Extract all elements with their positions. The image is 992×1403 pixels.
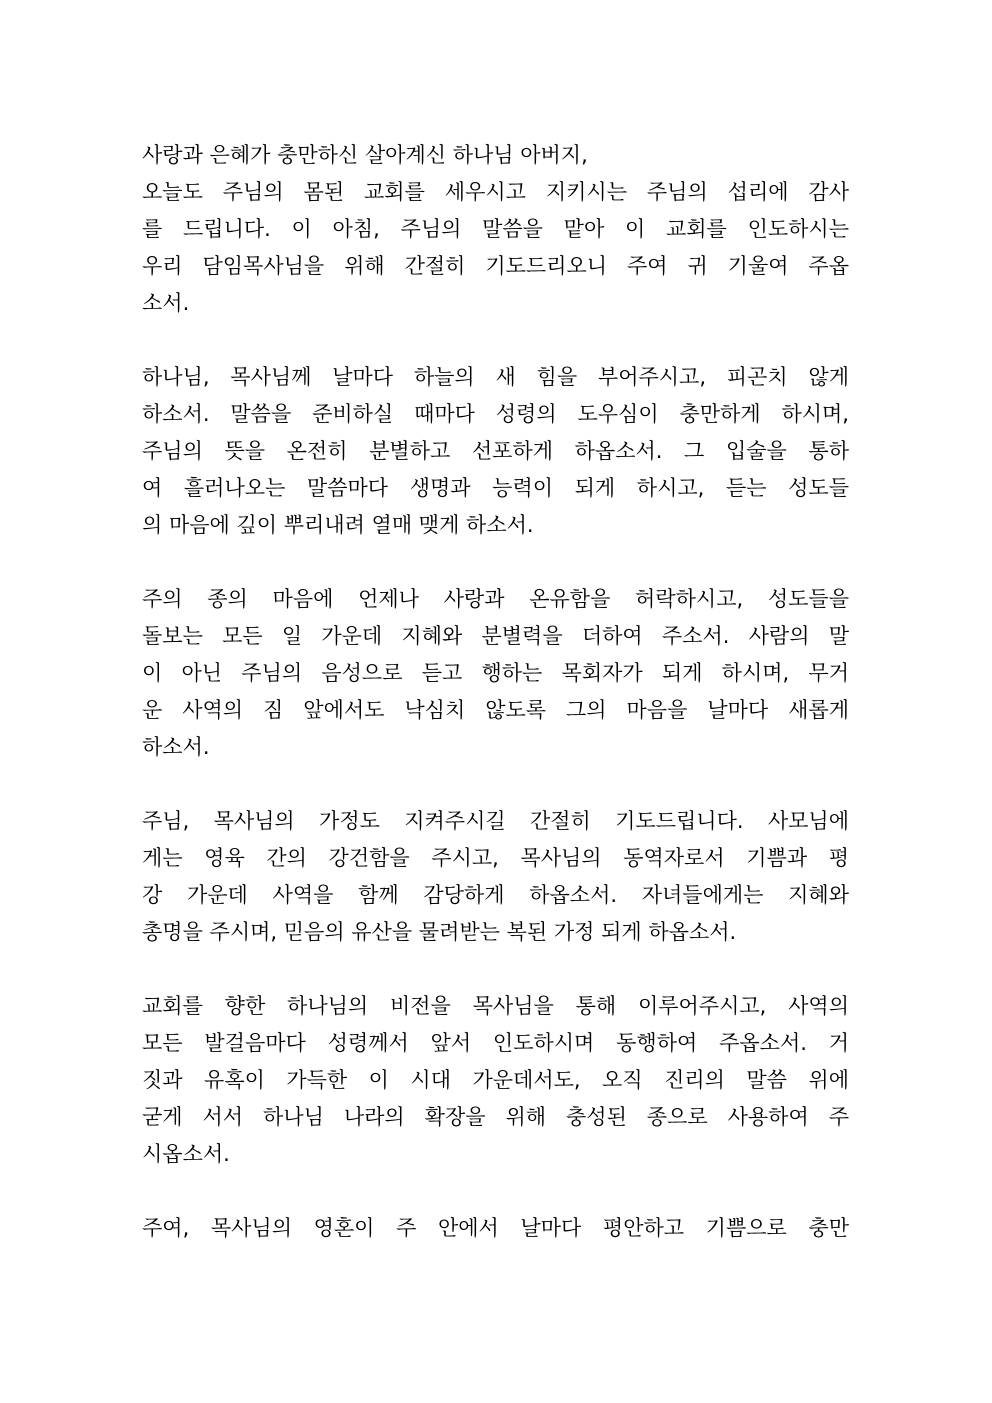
paragraph-gap — [142, 1173, 849, 1210]
paragraph-line: 돌보는 모든 일 가운데 지혜와 분별력을 더하여 주소서. 사람의 말 — [142, 624, 849, 648]
paragraph-line: 하소서. 말씀을 준비하실 때마다 성령의 도우심이 충만하게 하시며, — [142, 402, 849, 426]
paragraph-3 — [142, 581, 849, 766]
paragraph-line: 모든 발걸음마다 성령께서 앞서 인도하시며 동행하여 주옵소서. 거 — [142, 1031, 849, 1055]
paragraph-line: 주여, 목사님의 영혼이 주 안에서 날마다 평안하고 기쁨으로 충만 — [142, 1216, 849, 1240]
paragraph-4 — [142, 803, 849, 951]
paragraph-line: 주님의 뜻을 온전히 분별하고 선포하게 하옵소서. 그 입술을 통하 — [142, 439, 849, 463]
paragraph-line: 시옵소서. — [142, 1142, 230, 1166]
prayer-text — [142, 137, 849, 1247]
paragraph-line: 게는 영육 간의 강건함을 주시고, 목사님의 동역자로서 기쁨과 평 — [142, 846, 849, 870]
paragraph-gap — [142, 544, 849, 581]
paragraph-line: 우리 담임목사님을 위해 간절히 기도드리오니 주여 귀 기울여 주옵 — [142, 254, 849, 278]
paragraph-1 — [142, 137, 849, 322]
paragraph-line: 의 마음에 깊이 뿌리내려 열매 맺게 하소서. — [142, 513, 534, 537]
paragraph-line: 오늘도 주님의 몸된 교회를 세우시고 지키시는 주님의 섭리에 감사 — [142, 180, 849, 204]
paragraph-line: 를 드립니다. 이 아침, 주님의 말씀을 맡아 이 교회를 인도하시는 — [142, 217, 849, 241]
paragraph-line: 굳게 서서 하나님 나라의 확장을 위해 충성된 종으로 사용하여 주 — [142, 1105, 849, 1129]
paragraph-line: 짓과 유혹이 가득한 이 시대 가운데서도, 오직 진리의 말씀 위에 — [142, 1068, 849, 1092]
paragraph-gap — [142, 322, 849, 359]
paragraph-line: 사랑과 은혜가 충만하신 살아계신 하나님 아버지, — [142, 143, 588, 167]
paragraph-5 — [142, 988, 849, 1173]
paragraph-line: 주의 종의 마음에 언제나 사랑과 온유함을 허락하시고, 성도들을 — [142, 587, 849, 611]
paragraph-line: 총명을 주시며, 믿음의 유산을 물려받는 복된 가정 되게 하옵소서. — [142, 920, 737, 944]
paragraph-line: 이 아닌 주님의 음성으로 듣고 행하는 목회자가 되게 하시며, 무거 — [142, 661, 849, 685]
paragraph-line: 주님, 목사님의 가정도 지켜주시길 간절히 기도드립니다. 사모님에 — [142, 809, 849, 833]
paragraph-gap — [142, 951, 849, 988]
paragraph-line: 하나님, 목사님께 날마다 하늘의 새 힘을 부어주시고, 피곤치 않게 — [142, 365, 849, 389]
paragraph-gap — [142, 766, 849, 803]
paragraph-line: 하소서. — [142, 735, 210, 759]
paragraph-line: 교회를 향한 하나님의 비전을 목사님을 통해 이루어주시고, 사역의 — [142, 994, 849, 1018]
paragraph-6 — [142, 1210, 849, 1247]
paragraph-line: 여 흘러나오는 말씀마다 생명과 능력이 되게 하시고, 듣는 성도들 — [142, 476, 849, 500]
paragraph-line: 운 사역의 짐 앞에서도 낙심치 않도록 그의 마음을 날마다 새롭게 — [142, 698, 849, 722]
paragraph-2 — [142, 359, 849, 544]
paragraph-line: 소서. — [142, 291, 190, 315]
paragraph-line: 강 가운데 사역을 함께 감당하게 하옵소서. 자녀들에게는 지혜와 — [142, 883, 849, 907]
